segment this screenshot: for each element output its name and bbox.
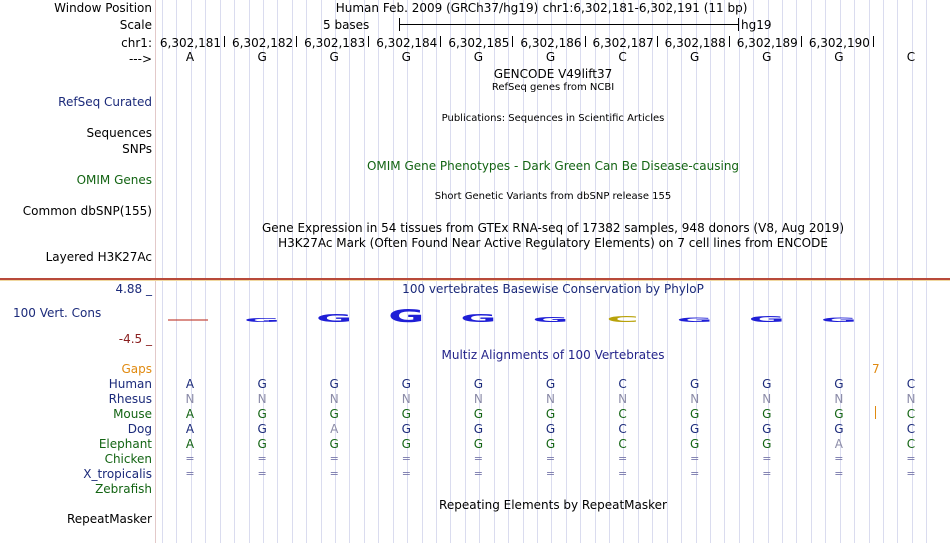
gridline (393, 0, 394, 543)
ruler-position-label: 6,302,185 (448, 36, 510, 50)
ruler-tick (585, 36, 586, 47)
refseq-track-title[interactable]: RefSeq genes from NCBI (491, 82, 615, 93)
label-window-position: Window Position (54, 1, 152, 15)
label-omim-genes[interactable]: OMIM Genes (76, 173, 152, 187)
phylop-logo-letter: G (388, 305, 425, 327)
sequence-base: G (257, 50, 267, 64)
gridline (378, 0, 379, 543)
alignment-base-human: G (257, 377, 267, 391)
gridline (652, 0, 653, 543)
gridline (854, 0, 855, 543)
alignment-base-chicken: = (906, 452, 916, 465)
ruler-position-label: 6,302,184 (376, 36, 438, 50)
alignment-base-xtrop: = (257, 467, 267, 480)
track-data-area[interactable] (156, 0, 950, 543)
conservation-divider-shadow (0, 280, 950, 281)
gridline (753, 0, 754, 543)
phylop-logo-graph (156, 298, 950, 328)
label-100-vert-cons[interactable]: 100 Vert. Cons (13, 306, 102, 320)
gridline (349, 0, 350, 543)
gridline (292, 0, 293, 543)
alignment-base-xtrop: = (762, 467, 772, 480)
label-chicken: Chicken (104, 452, 152, 466)
ruler-position-label: 6,302,181 (159, 36, 221, 50)
label-repeatmasker[interactable]: RepeatMasker (66, 512, 152, 526)
alignment-base-chicken: = (401, 452, 411, 465)
alignment-base-rhesus: N (618, 392, 628, 406)
alignment-base-dog: G (545, 422, 556, 436)
alignment-base-xtrop: = (906, 467, 916, 480)
ruler-tick (512, 36, 513, 47)
label-common-dbsnp[interactable]: Common dbSNP(155) (22, 204, 152, 218)
ruler-position-label: 6,302,187 (592, 36, 654, 50)
label-mouse: Mouse (113, 407, 152, 421)
gridline (306, 0, 307, 543)
gencode-track-title[interactable]: GENCODE V49lift37 (493, 67, 613, 81)
gridline (883, 0, 884, 543)
sequence-base: G (473, 50, 484, 64)
alignment-base-rhesus: N (546, 392, 555, 406)
multiz-track-title[interactable]: Multiz Alignments of 100 Vertebrates (441, 348, 665, 362)
gridline (796, 0, 797, 543)
alignment-base-human: G (401, 377, 411, 391)
label-sequences[interactable]: Sequences (86, 126, 152, 140)
publications-track-title[interactable]: Publications: Sequences in Scientific Articles (441, 113, 665, 124)
omim-track-title[interactable]: OMIM Gene Phenotypes - Dark Green Can Be Disease-causing (366, 159, 740, 173)
alignment-base-dog: C (906, 422, 916, 436)
alignment-base-chicken: = (617, 452, 628, 465)
alignment-base-elephant: G (762, 437, 772, 451)
ruler-position-label: 6,302,183 (304, 36, 366, 50)
track-label-column (0, 0, 155, 543)
alignment-base-dog: G (834, 422, 844, 436)
alignment-base-mouse: A (185, 407, 195, 421)
ruler-tick (368, 36, 369, 47)
alignment-base-rhesus: N (329, 392, 339, 406)
gridline (825, 0, 826, 543)
label-zebrafish: Zebrafish (95, 482, 152, 496)
alignment-base-mouse: G (545, 407, 556, 421)
alignment-base-rhesus: N (401, 392, 411, 406)
label-dog: Dog (127, 422, 152, 436)
alignment-base-dog: G (690, 422, 700, 436)
alignment-base-dog: G (762, 422, 772, 436)
alignment-base-mouse: C (618, 407, 627, 421)
scale-label: 5 bases (323, 18, 370, 32)
alignment-base-elephant: A (185, 437, 195, 451)
alignment-base-rhesus: N (762, 392, 772, 406)
gridline (162, 0, 163, 543)
label-layered-h3k27ac[interactable]: Layered H3K27Ac (45, 250, 152, 264)
alignment-base-mouse: G (401, 407, 411, 421)
ruler-tick (729, 36, 730, 47)
alignment-base-human: G (690, 377, 700, 391)
gridline (249, 0, 250, 543)
alignment-base-chicken: = (834, 452, 844, 465)
alignment-base-human: G (473, 377, 484, 391)
phylop-logo-letter: G (676, 316, 713, 324)
label-rhesus: Rhesus (108, 392, 152, 406)
alignment-base-rhesus: N (473, 392, 483, 406)
phylop-logo-letter: C (606, 314, 639, 325)
alignment-base-xtrop: = (473, 467, 483, 480)
assembly-name: Human Feb. 2009 (GRCh37/hg19) (335, 1, 539, 15)
sequence-base: G (329, 50, 339, 64)
sequence-base: G (401, 50, 411, 64)
alignment-base-chicken: = (257, 452, 267, 465)
gridline (667, 0, 668, 543)
alignment-base-human: C (618, 377, 627, 391)
sequence-base: G (762, 50, 772, 64)
ruler-tick (873, 36, 874, 47)
ruler-position-label: 6,302,186 (520, 36, 582, 50)
sequence-base: G (690, 50, 700, 64)
label-strand-toggle[interactable]: ---> (128, 52, 152, 66)
alignment-base-mouse: G (834, 407, 844, 421)
alignment-base-human: G (834, 377, 844, 391)
scale-bar-right-tick (738, 18, 739, 31)
gridline (782, 0, 783, 543)
alignment-base-xtrop: = (834, 467, 844, 480)
alignment-base-mouse: G (257, 407, 267, 421)
alignment-base-rhesus: N (185, 392, 195, 406)
label-elephant: Elephant (98, 437, 152, 451)
alignment-base-chicken: = (185, 452, 195, 465)
alignment-base-elephant: G (401, 437, 411, 451)
alignment-base-mouse: G (762, 407, 772, 421)
sequence-base: C (618, 50, 627, 64)
gtex-track-title[interactable]: Gene Expression in 54 tissues from GTEx RNA-seq of 17382 samples, 948 donors (V8, Aug 2019) (261, 221, 845, 235)
label-x-tropicalis: X_tropicalis (83, 467, 152, 481)
gridline (811, 0, 812, 543)
alignment-base-elephant: C (906, 437, 916, 451)
alignment-base-xtrop: = (690, 467, 700, 480)
gridline (638, 0, 639, 543)
phylop-track-title[interactable]: 100 vertebrates Basewise Conservation by PhyloP (402, 282, 704, 296)
alignment-base-xtrop: = (401, 467, 411, 480)
label-snps[interactable]: SNPs (122, 142, 152, 156)
gridline (422, 0, 423, 543)
alignment-base-elephant: G (329, 437, 339, 451)
ruler-tick (440, 36, 441, 47)
alignment-base-human: G (545, 377, 556, 391)
gridline (926, 0, 927, 543)
ruler-position-label: 6,302,189 (736, 36, 798, 50)
sequence-base: A (185, 50, 195, 64)
alignment-base-elephant: G (473, 437, 484, 451)
alignment-base-human: G (762, 377, 772, 391)
gridline (436, 0, 437, 543)
alignment-base-dog: A (330, 422, 339, 436)
alignment-base-rhesus: N (834, 392, 844, 406)
gridline (869, 0, 870, 543)
ruler-tick (657, 36, 658, 47)
mouse-gap-marker (875, 406, 876, 419)
phylop-logo-letter: G (244, 317, 281, 324)
alignment-base-elephant: G (257, 437, 267, 451)
sequence-base: G (545, 50, 556, 64)
scale-bar (399, 24, 738, 25)
gridline (220, 0, 221, 543)
alignment-base-elephant: A (834, 437, 843, 451)
phylop-logo-letter: G (820, 316, 857, 324)
label-phylop-min: -4.5 _ (118, 332, 152, 346)
gridline (897, 0, 898, 543)
sequence-base: G (834, 50, 844, 64)
gridline (364, 0, 365, 543)
alignment-base-dog: G (401, 422, 411, 436)
dbsnp-track-title[interactable]: Short Genetic Variants from dbSNP release 155 (434, 191, 672, 202)
alignment-base-mouse: G (473, 407, 484, 421)
alignment-base-xtrop: = (617, 467, 628, 480)
gridline (205, 0, 206, 543)
alignment-base-chicken: = (690, 452, 700, 465)
alignment-base-chicken: = (473, 452, 483, 465)
gridline (739, 0, 740, 543)
alignment-base-human: A (185, 377, 195, 391)
repeatmasker-track-title[interactable]: Repeating Elements by RepeatMasker (439, 498, 667, 512)
gap-count: 7 (872, 362, 880, 376)
gridline (724, 0, 725, 543)
gridline (176, 0, 177, 543)
gridline (277, 0, 278, 543)
label-chrom: chr1: (121, 36, 152, 50)
ruler-tick (801, 36, 802, 47)
alignment-base-rhesus: N (690, 392, 700, 406)
ruler-position-label: 6,302,182 (232, 36, 294, 50)
label-phylop-max: 4.88 _ (115, 282, 152, 296)
gridline (465, 0, 466, 543)
db-label: hg19 (741, 18, 772, 32)
alignment-base-mouse: G (690, 407, 700, 421)
alignment-base-mouse: G (329, 407, 339, 421)
alignment-base-xtrop: = (545, 467, 556, 480)
gridline (681, 0, 682, 543)
label-scale: Scale (119, 18, 152, 32)
scale-bar-left-tick (399, 18, 400, 31)
alignment-base-rhesus: N (906, 392, 916, 406)
alignment-base-rhesus: N (257, 392, 267, 406)
ruler-tick (224, 36, 225, 47)
label-human: Human (108, 377, 152, 391)
alignment-base-mouse: C (906, 407, 916, 421)
alignment-base-chicken: = (762, 452, 772, 465)
alignment-base-xtrop: = (185, 467, 195, 480)
phylop-logo-letter: G (460, 311, 497, 325)
h3k27ac-track-title[interactable]: H3K27Ac Mark (Often Found Near Active Regulatory Elements) on 7 cell lines from ENCODE (278, 236, 828, 250)
alignment-base-dog: C (618, 422, 627, 436)
ruler-position-label: 6,302,188 (664, 36, 726, 50)
gridline (450, 0, 451, 543)
label-refseq-curated[interactable]: RefSeq Curated (58, 95, 152, 109)
alignment-base-chicken: = (545, 452, 556, 465)
phylop-logo-letter: G (748, 314, 785, 325)
sequence-base: C (906, 50, 916, 64)
alignment-base-elephant: G (545, 437, 556, 451)
ruler-tick (296, 36, 297, 47)
gridline (321, 0, 322, 543)
alignment-base-dog: G (257, 422, 267, 436)
phylop-logo-letter: G (532, 315, 569, 324)
region-position: chr1:6,302,181-6,302,191 (11 bp) (542, 1, 748, 15)
gridline (234, 0, 235, 543)
alignment-base-human: G (329, 377, 339, 391)
alignment-base-dog: G (473, 422, 484, 436)
alignment-base-human: C (906, 377, 916, 391)
label-gaps: Gaps (121, 362, 152, 376)
gridline (710, 0, 711, 543)
alignment-base-elephant: C (618, 437, 627, 451)
alignment-base-chicken: = (329, 452, 339, 465)
alignment-base-xtrop: = (329, 467, 339, 480)
phylop-logo-letter: G (316, 311, 353, 325)
alignment-base-dog: A (185, 422, 195, 436)
alignment-base-elephant: G (690, 437, 700, 451)
ruler-position-label: 6,302,190 (808, 36, 870, 50)
